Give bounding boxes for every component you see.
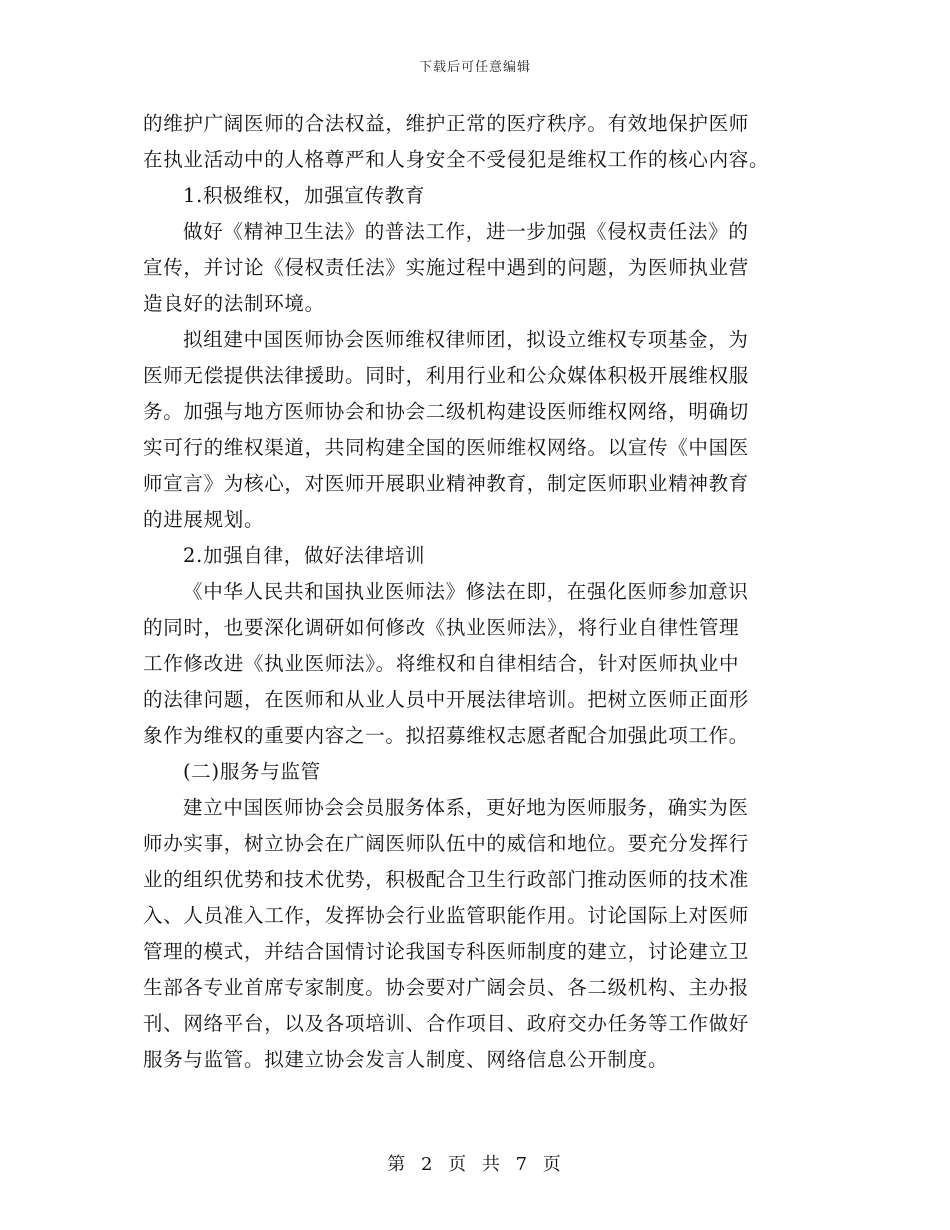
text-line: 象作为维权的重要内容之一。拟招募维权志愿者配合加强此项工作。 [143,724,750,747]
text-line: 实可行的维权渠道，共同构建全国的医师维权网络。以宣传《中国医 [143,436,750,459]
text-line: 工作修改进《执业医师法》。将维权和自律相结合，针对医师执业中 [143,652,740,675]
section-heading: (二)服务与监管 [183,760,321,783]
text-line: 务。加强与地方医师协会和协会二级机构建设医师维权网络，明确切 [143,400,750,423]
text-line: 医师无偿提供法律援助。同时，利用行业和公众媒体积极开展维权服 [143,364,750,387]
section-heading: 2.加强自律，做好法律培训 [183,544,426,567]
text-line: 拟组建中国医师协会医师维权律师团，拟设立维权专项基金，为 [183,328,749,351]
footer-gong: 共 [481,1154,502,1175]
text-line: 的进展规划。 [143,508,265,531]
section-heading: 1.积极维权，加强宣传教育 [183,184,426,207]
footer-ye: 页 [448,1154,469,1175]
text-line: 业的组织优势和技术优势，积极配合卫生行政部门推动医师的技术准 [143,868,750,891]
page-footer [0,1150,950,1176]
footer-ye2: 页 [542,1154,563,1175]
text-line: 在执业活动中的人格尊严和人身安全不受侵犯是维权工作的核心内容。 [143,148,770,171]
text-line: 建立中国医师协会会员服务体系，更好地为医师服务，确实为医 [183,796,749,819]
text-line: 生部各专业首席专家制度。协会要对广阔会员、各二级机构、主办报 [143,976,750,999]
text-line: 刊、网络平台，以及各项培训、合作项目、政府交办任务等工作做好 [143,1012,750,1035]
text-line: 师办实事，树立协会在广阔医师队伍中的威信和地位。要充分发挥行 [143,832,750,855]
text-line: 管理的模式，并结合国情讨论我国专科医师制度的建立，讨论建立卫 [143,940,750,963]
text-line: 入、人员准入工作，发挥协会行业监管职能作用。讨论国际上对医师 [143,904,750,927]
current-page-number: 2 [420,1154,435,1175]
page-header: 下载后可任意编辑 [418,60,531,75]
text-line: 师宣言》为核心，对医师开展职业精神教育，制定医师职业精神教育 [143,472,750,495]
text-line: 的法律问题，在医师和从业人员中开展法律培训。把树立医师正面形 [143,688,750,711]
text-line: 做好《精神卫生法》的普法工作，进一步加强《侵权责任法》的 [183,220,749,243]
text-line: 的维护广阔医师的合法权益，维护正常的医疗秩序。有效地保护医师 [143,112,750,135]
text-line: 的同时，也要深化调研如何修改《执业医师法》，将行业自律性管理 [143,616,740,639]
total-page-number: 7 [515,1154,530,1175]
document-body [143,106,807,1078]
text-line: 宣传，并讨论《侵权责任法》实施过程中遇到的问题，为医师执业营 [143,256,750,279]
footer-di: 第 [387,1154,408,1175]
text-line: 《中华人民共和国执业医师法》修法在即，在强化医师参加意识 [183,580,749,603]
text-line: 服务与监管。拟建立协会发言人制度、网络信息公开制度。 [143,1048,669,1071]
text-line: 造良好的法制环境。 [143,292,325,315]
